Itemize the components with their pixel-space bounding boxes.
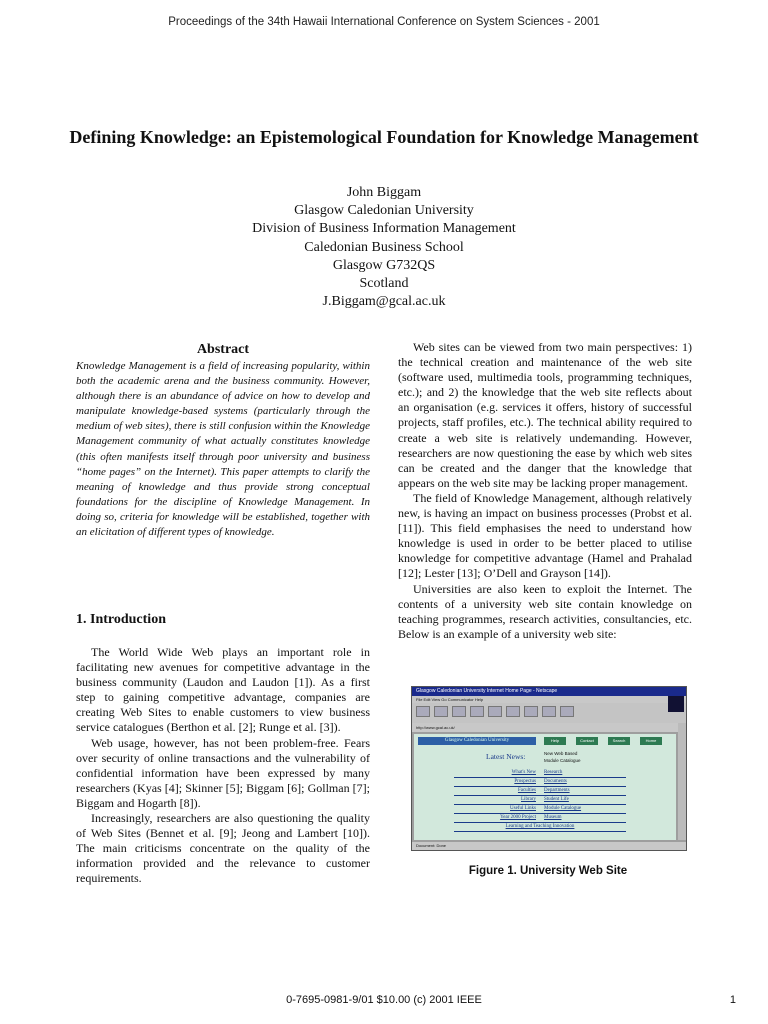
site-link: Learning and Teaching Innovation [505,824,575,829]
site-link: Useful Links [510,806,536,811]
body-paragraph: Increasingly, researchers are also questioning the quality of Web Sites (Bennet et al. [9]; Jeong and Lambert [10]). The main criticisms concentrate on the quality of the information provided and the relevance to customer requirements. [76,811,370,886]
news-item: New Web Based [544,751,578,756]
author-affiliation: Glasgow Caledonian University [294,203,474,219]
site-link: Prospectus [514,779,536,784]
print-icon [524,706,538,717]
copyright-footer: 0-7695-0981-9/01 $10.00 (c) 2001 IEEE [286,994,482,1006]
author-division: Division of Business Information Management [252,221,516,237]
site-link-row [454,815,626,823]
abstract-text: Knowledge Management is a field of increasing popularity, within both the academic arena and the business community. However, although there is an abundance of advice on how to develop and manipulate knowledge-based systems (particularly through the medium of web sites), there is still confusion within the Knowledge Management community of what actually constitutes knowledge (this often manifests itself through poor university and business “home pages” on the Internet). This paper attempts to clarify the meaning of knowledge and thus provide strong conceptual foundations for the discipline of Knowledge Management. In doing so, criteria for knowledge will be established, together with an elicitation of different types of knowledge. [76,360,370,539]
site-link: Documents [544,779,567,784]
paper-title: Defining Knowledge: an Epistemological Foundation for Knowledge Management [69,127,699,147]
netscape-logo-icon [668,696,684,712]
site-search-button: Search [608,737,630,745]
site-link-row [454,770,626,778]
site-help-button: Help [544,737,566,745]
browser-address-bar: http://www.gcal.ac.uk/ [412,723,686,732]
body-paragraph: The field of Knowledge Management, although relatively new, is having an impact on business processes (Probst et al. [11]). This field emphasises the need to understand how knowledge is used in order to be better placed to utilise knowledge for competitive advantage (Hamel and Prahalad [12]; Lester [13]; O’Dell and Grayson [14]). [398,490,692,581]
site-link-row [454,824,626,832]
site-link: Museum [544,815,562,820]
body-paragraph: Web usage, however, has not been problem-free. Fears over security of online transactions and the vulnerability of confidential information have been expressed by many researchers (Kyas [4]; Skinner [5]; Biggam [6]; Gollman [7]; Biggam and Hogarth [8]). [76,735,370,810]
body-paragraph: The World Wide Web plays an important role in facilitating new avenues for competitive advantage in the business community (Laudon and Laudon [1]). As a first step to gaining competitive advantage, companies are creating Web Sites to enable customers to view business service catalogues (Berthon et al. [2]; Runge et al. [3]). [76,645,370,735]
site-link: What's New [511,770,536,775]
site-banner: Glasgow Caledonian University [418,737,536,745]
figure-screenshot [411,686,687,851]
site-link: Module Catalogue [544,806,582,811]
site-link-row [454,788,626,796]
site-link: Student Life [544,797,569,802]
section-heading: 1. Introduction [76,612,166,627]
site-link: Year 2000 Project [500,815,536,820]
site-link-row [454,797,626,805]
author-school: Caledonian Business School [304,239,464,255]
site-link-row [454,806,626,814]
browser-title-bar: Glasgow Caledonian University Internet Home Page - Netscape [412,687,686,696]
browser-content [414,734,676,840]
site-link: Library [521,797,536,802]
left-column-body [76,645,370,887]
body-paragraph: Web sites can be viewed from two main perspectives: 1) the technical creation and maintenance of the web site (software used, multimedia tools, programming techniques, etc.); and 2) the knowledge that the web site reflects about an organisation (e.g. services it offers, history of successful projects, staff profiles, etc.). The technical ability required to create a web site is relatively undemanding. However, researchers are now questioning the ease by which web sites can be created and the danger that the knowledge that appears on the web site may be lacking proper management. [398,340,692,490]
browser-scrollbar [678,723,686,840]
figure-caption: Figure 1. University Web Site [468,865,628,877]
browser-status-bar: Document: Done [412,842,686,850]
site-link: Faculties [517,788,536,793]
right-column-body [398,340,692,642]
running-header: Proceedings of the 34th Hawaii International Conference on System Sciences - 2001 [168,16,600,28]
abstract-heading: Abstract [196,342,250,357]
browser-toolbar [412,703,686,724]
news-item: Module Catalogue [544,758,581,763]
latest-news-label: Latest News: [486,752,526,761]
guide-icon [506,706,520,717]
page-number: 1 [729,994,736,1006]
author-country: Scotland [359,275,409,291]
reload-icon [452,706,466,717]
home-icon [470,706,484,717]
body-paragraph: Universities are also keen to exploit the Internet. The contents of a university web site contain knowledge on teaching programmes, research activities, consultancies, etc. Below is an example of a university web site: [398,581,692,641]
site-contact-button: Contact [576,737,598,745]
back-icon [416,706,430,717]
author-block [0,184,768,311]
search-icon [488,706,502,717]
security-icon [542,706,556,717]
browser-menu-bar: File Edit View Go Communicator Help [412,696,686,703]
author-email: J.Biggam@gcal.ac.uk [322,294,446,310]
site-home-button: Home [640,737,662,745]
forward-icon [434,706,448,717]
site-link: Departments [544,788,570,793]
stop-icon [560,706,574,717]
author-name: John Biggam [346,185,422,200]
author-city: Glasgow G732QS [332,257,436,273]
site-link: Research [544,770,563,775]
site-link-row [454,779,626,787]
